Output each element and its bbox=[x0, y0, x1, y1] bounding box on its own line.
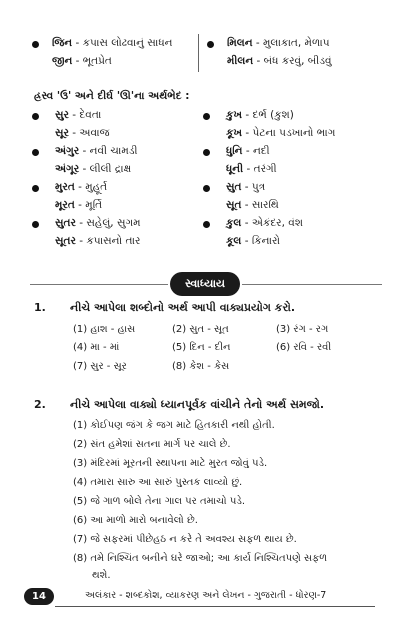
pair-line: મુરત - મુહૂર્ત bbox=[55, 181, 108, 193]
pair-line: કૂખ - પેટના પડખાનો ભાગ bbox=[226, 127, 336, 139]
pair-line: સૂર - અવાજ bbox=[55, 127, 110, 139]
exercise-item: (5) દિન - દીન bbox=[172, 342, 231, 353]
sentence-item: (6) આ માળો મારો બનાવેલો છે. bbox=[73, 515, 198, 526]
bullet-icon bbox=[203, 113, 210, 120]
bullet-icon bbox=[32, 41, 39, 48]
banner-rule-left bbox=[30, 284, 168, 285]
exercise-item: (8) કેશ - કેસ bbox=[172, 361, 230, 372]
exercise-item: (4) મા - માં bbox=[73, 342, 120, 353]
sentence-item: (7) જે સફરમાં પીછેહઠ ન કરે તે અવશ્ય સફળ થાય છે. bbox=[73, 534, 297, 545]
term-line: મીલન - બંધ કરવું, બીડવું bbox=[227, 55, 332, 67]
column-divider bbox=[198, 34, 199, 72]
pair-line: ધુનિ - નદી bbox=[226, 145, 270, 157]
question-text: નીચે આપેલા વાક્યો ધ્યાનપૂર્વક વાંચીને તેનો અર્થ સમજો. bbox=[70, 398, 324, 411]
bullet-icon bbox=[32, 185, 39, 192]
bullet-icon bbox=[32, 149, 39, 156]
pair-line: અંગૂર - લીલી દ્રાક્ષ bbox=[55, 163, 132, 175]
question-text: નીચે આપેલા શબ્દોનો અર્થ આપી વાક્યપ્રયોગ કરો. bbox=[70, 301, 296, 314]
pair-line: ધૂની - તરંગી bbox=[226, 163, 277, 175]
term-line: જીન - ભૂતપ્રેત bbox=[52, 55, 112, 67]
sentence-item: (5) જે ગાળ બોલે તેના ગાલ પર તમાચો પડે. bbox=[73, 496, 245, 507]
exercise-item: (3) રંગ - રગ bbox=[276, 324, 329, 335]
pair-line: સૂતર - કપાસનો તાર bbox=[55, 235, 141, 247]
question-number: 1. bbox=[34, 301, 46, 314]
pair-line: કુખ - દર્ભ (કુશ) bbox=[226, 109, 294, 121]
sentence-item: (4) તમારા સારુ આ સારું પુસ્તક લાવ્યો છું. bbox=[73, 477, 243, 488]
exercise-item: (7) સુર - સૂર bbox=[73, 361, 127, 372]
pair-line: કુલ - એકંદર, વંશ bbox=[226, 217, 303, 229]
sentence-item: (8) તમે નિશ્ચિંત બનીને ઘરે જાઓ; આ કાર્ય નિશ્ચિતપણે સફળ bbox=[73, 553, 328, 564]
exercise-item: (1) હાશ - હાસ bbox=[73, 324, 136, 335]
page-number-badge: 14 bbox=[24, 588, 54, 605]
svadhyay-badge: સ્વાધ્યાય bbox=[170, 272, 240, 296]
term-line: જિન - કપાસ લોઢવાનું સાધન bbox=[52, 37, 173, 49]
banner-rule-right bbox=[242, 284, 382, 285]
sentence-item: (2) સંત હમેશાં સતના માર્ગ પર ચાલે છે. bbox=[73, 439, 231, 450]
pair-line: સુતર - સહેલું, સુગમ bbox=[55, 217, 141, 229]
sentence-item: (1) કોઈપણ જંગ કે જગ માટે હિતકારી નથી હોતી. bbox=[73, 420, 275, 431]
question-number: 2. bbox=[34, 398, 46, 411]
bullet-icon bbox=[203, 185, 210, 192]
bullet-icon bbox=[32, 221, 39, 228]
footer-text: અલંકાર - શબ્દકોશ, વ્યાકરણ અને લેખન - ગુજરાતી - ધોરણ-7 bbox=[85, 590, 327, 601]
bullet-icon bbox=[203, 149, 210, 156]
footer-rule bbox=[55, 606, 375, 607]
bullet-icon bbox=[207, 41, 214, 48]
pair-line: કૂલ - કિનારો bbox=[226, 235, 281, 247]
bullet-icon bbox=[32, 113, 39, 120]
pair-line: અંગુર - નવી ચામડી bbox=[55, 145, 138, 157]
exercise-item: (6) રવિ - રવી bbox=[276, 342, 332, 353]
sentence-item: (3) મંદિરમાં મૂરતની સ્થાપના માટે મુરત જોવું પડે. bbox=[73, 458, 268, 469]
section-heading: હ્રસ્વ 'ઉ' અને દીર્ઘ 'ઊ'ના અર્થભેદ : bbox=[34, 90, 190, 102]
sentence-item: થશે. bbox=[92, 570, 111, 581]
term-line: મિલન - મુલાકાત, મેળાપ bbox=[227, 37, 330, 49]
pair-line: સુર - દેવતા bbox=[55, 109, 102, 121]
pair-line: મૂરત - મૂર્તિ bbox=[55, 199, 103, 211]
pair-line: સૂત - સારથિ bbox=[226, 199, 279, 211]
pair-line: સુત - પુત્ર bbox=[226, 181, 266, 193]
exercise-item: (2) સુત - સૂત bbox=[172, 324, 229, 335]
bullet-icon bbox=[203, 221, 210, 228]
